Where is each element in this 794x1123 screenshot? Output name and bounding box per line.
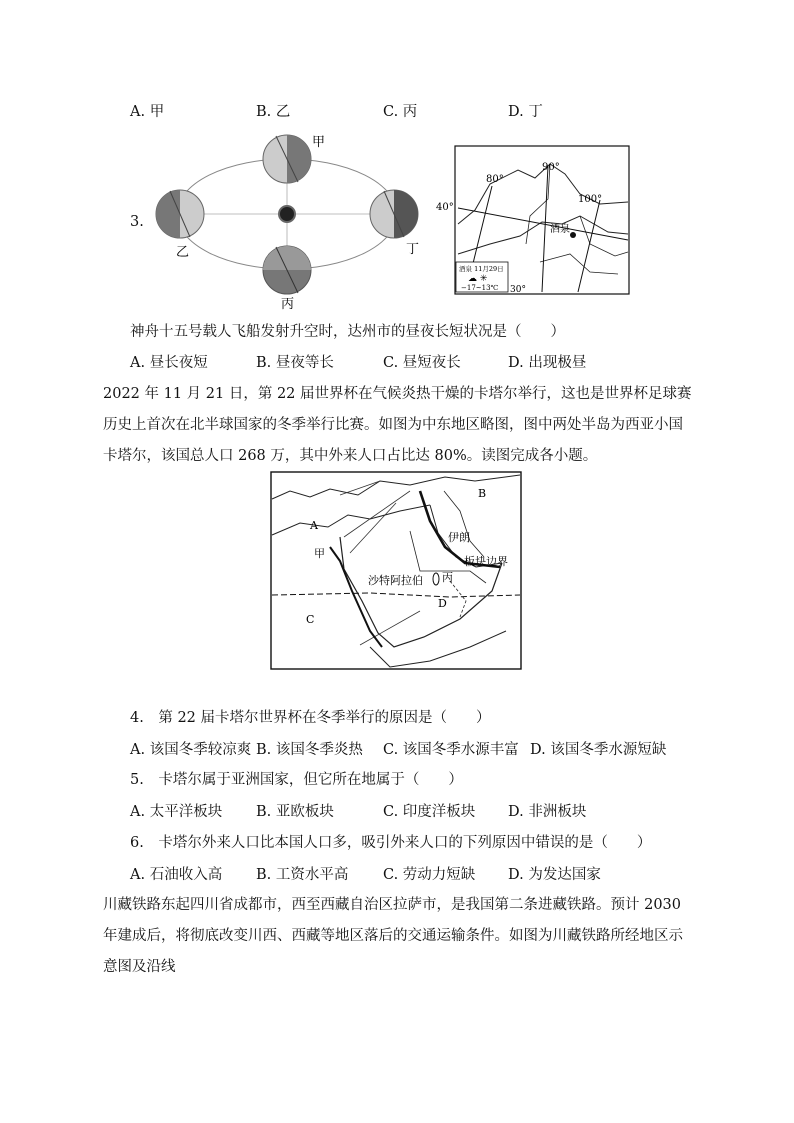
earth-jia-icon bbox=[263, 135, 311, 183]
label-yi: 乙 bbox=[176, 245, 190, 260]
earth-bing-icon bbox=[263, 246, 311, 294]
map-lat30: 30° bbox=[510, 285, 526, 295]
mideast-label-a: A bbox=[310, 519, 318, 532]
label-ding: 丁 bbox=[406, 242, 420, 257]
jiuquan-map bbox=[430, 144, 635, 299]
map-weather-date: 酒泉 11月29日 bbox=[459, 265, 504, 273]
snow-cloud-icon: ☁ ✳ bbox=[468, 274, 488, 284]
mideast-label-c: C bbox=[306, 613, 315, 626]
q2-option-b: B. 乙 bbox=[256, 104, 291, 120]
map-lon80: 80° bbox=[486, 174, 504, 185]
q4-option-a: A. 该国冬季较凉爽 bbox=[130, 742, 252, 758]
mideast-label-saudi: 沙特阿拉伯 bbox=[368, 574, 423, 587]
map-lon100: 100° bbox=[578, 194, 603, 205]
q3-option-b: B. 昼夜等长 bbox=[256, 355, 334, 371]
q3-option-d: D. 出现极昼 bbox=[508, 355, 587, 371]
map-lon90: 90° bbox=[542, 162, 560, 173]
q6-option-c: C. 劳动力短缺 bbox=[383, 867, 476, 883]
earth-orbit-figure bbox=[150, 132, 430, 312]
q6-stem: 6. 卡塔尔外来人口比本国人口多，吸引外来人口的下列原因中错误的是（ ） bbox=[130, 835, 652, 851]
q6-option-a: A. 石油收入高 bbox=[130, 867, 223, 883]
q4-option-c: C. 该国冬季水源丰富 bbox=[383, 742, 519, 758]
q4-option-d: D. 该国冬季水源短缺 bbox=[530, 742, 667, 758]
q2-option-a: A. 甲 bbox=[130, 104, 165, 120]
mideast-map bbox=[270, 471, 522, 670]
q5-option-b: B. 亚欧板块 bbox=[256, 804, 334, 820]
q3-question: 神舟十五号载人飞船发射升空时，达州市的昼夜长短状况是（ ） bbox=[130, 324, 565, 340]
earth-yi-icon bbox=[156, 190, 204, 238]
q6-option-b: B. 工资水平高 bbox=[256, 867, 349, 883]
earth-orbit-diagram bbox=[150, 132, 430, 312]
map-city: 酒泉 bbox=[550, 224, 570, 235]
earth-ding-icon bbox=[370, 190, 418, 238]
label-jia: 甲 bbox=[312, 135, 326, 150]
map-weather-temp: −17~13℃ bbox=[461, 284, 499, 292]
q5-option-c: C. 印度洋板块 bbox=[383, 804, 476, 820]
railway-paragraph: 川藏铁路东起四川省成都市，西至西藏自治区拉萨市，是我国第二条进藏铁路。预计 2030 年建成后，将彻底改变川西、西藏等地区落后的交通运输条件。如图为川藏铁路所经地区示意图及沿线 bbox=[103, 897, 683, 975]
mideast-label-b: B bbox=[478, 487, 487, 500]
q3-number: 3. bbox=[130, 214, 144, 230]
mideast-label-plate-boundary: 板块边界 bbox=[464, 555, 508, 568]
mideast-map-figure bbox=[270, 471, 522, 670]
q5-stem: 5. 卡塔尔属于亚洲国家，但它所在地属于（ ） bbox=[130, 772, 463, 788]
q6-option-d: D. 为发达国家 bbox=[508, 867, 601, 883]
q3-option-c: C. 昼短夜长 bbox=[383, 355, 461, 371]
q2-option-d: D. 丁 bbox=[508, 104, 543, 120]
map-lat40: 40° bbox=[436, 202, 454, 213]
q4-option-b: B. 该国冬季炎热 bbox=[256, 742, 363, 758]
sun-icon bbox=[279, 206, 295, 222]
mideast-label-iran: 伊朗 bbox=[448, 531, 470, 544]
label-bing: 丙 bbox=[281, 297, 295, 312]
q2-option-c: C. 丙 bbox=[383, 104, 418, 120]
q4-stem: 4. 第 22 届卡塔尔世界杯在冬季举行的原因是（ ） bbox=[130, 710, 491, 726]
worldcup-intro-paragraph: 2022 年 11 月 21 日，第 22 届世界杯在气候炎热干燥的卡塔尔举行，这也是世界杯足球赛历史上首次在北半球国家的冬季举行比赛。如图为中东地区略图，图中两处半岛为西亚小国卡塔尔，该国总人口 268 万，其中外来人口占比达 80%。读图完成各小题。 bbox=[103, 386, 692, 464]
mideast-label-d: D bbox=[438, 597, 447, 610]
mideast-label-jia: 甲 bbox=[314, 547, 325, 560]
q3-option-a: A. 昼长夜短 bbox=[130, 355, 208, 371]
jiuquan-map-figure bbox=[430, 144, 635, 299]
q5-option-d: D. 非洲板块 bbox=[508, 804, 587, 820]
q5-option-a: A. 太平洋板块 bbox=[130, 804, 223, 820]
mideast-label-bing: 丙 bbox=[442, 571, 453, 584]
